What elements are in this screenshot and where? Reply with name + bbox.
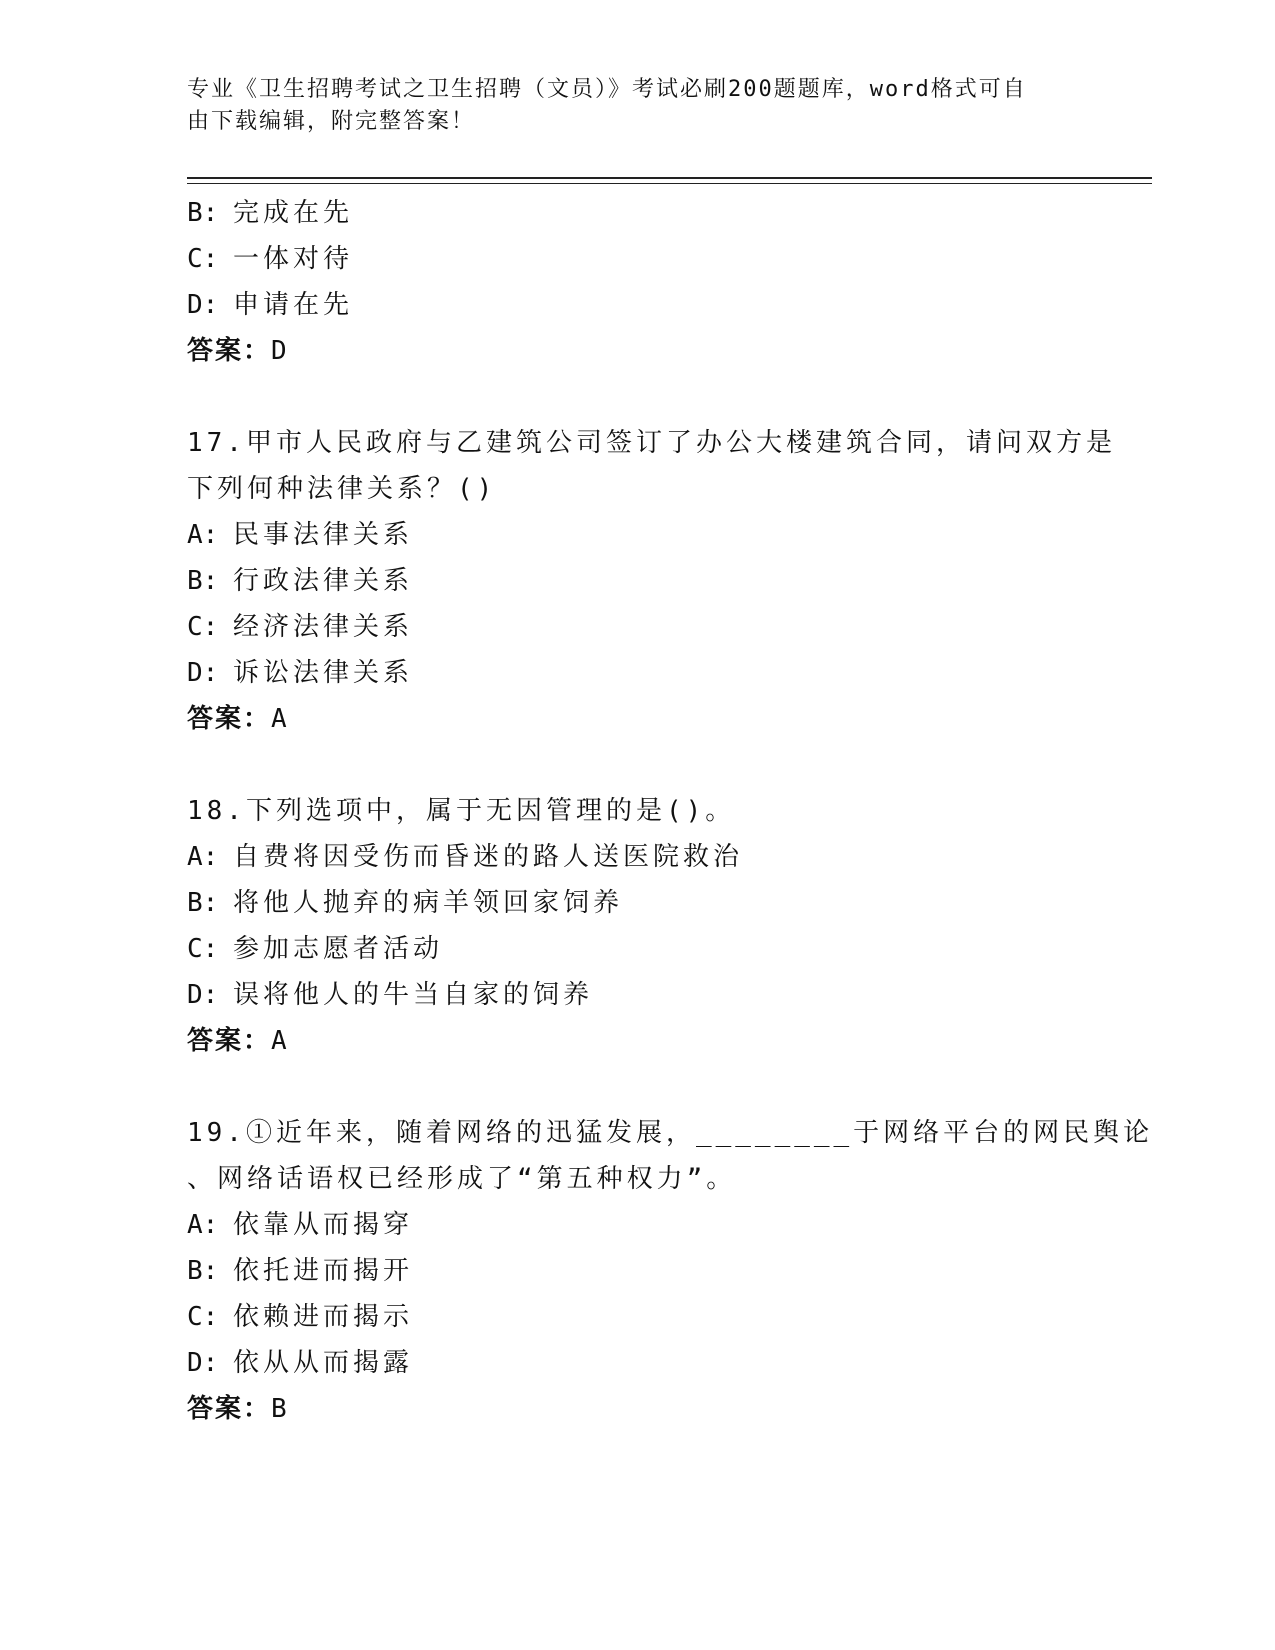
answer-label: 答案： (187, 1026, 272, 1056)
option-text: 参加志愿者活动 (233, 934, 444, 964)
option-key: C: (187, 1302, 219, 1332)
option-text: 一体对待 (233, 244, 354, 274)
spacer (187, 742, 1147, 788)
option-row (187, 1248, 1147, 1294)
option-text: 依靠从而揭穿 (233, 1210, 414, 1240)
document-body (187, 190, 1154, 1432)
option-key: C: (187, 612, 219, 642)
option-row (187, 650, 1147, 696)
option-row (187, 604, 1147, 650)
option-row (187, 972, 1147, 1018)
answer-label: 答案： (187, 704, 272, 734)
question-stem-line-1: 18.下列选项中，属于无因管理的是()。 (187, 796, 736, 826)
question-block-17 (187, 420, 1147, 742)
question-stem-line-2: 、网络话语权已经形成了“第五种权力”。 (187, 1164, 737, 1194)
header-divider-thin (187, 183, 1152, 184)
answer-label: 答案： (187, 1394, 272, 1424)
option-key: A: (187, 1210, 219, 1240)
option-text: 民事法律关系 (233, 520, 414, 550)
answer-row (187, 1018, 1147, 1064)
option-key: D: (187, 658, 219, 688)
option-key: C: (187, 244, 219, 274)
header-line-1: 专业《卫生招聘考试之卫生招聘（文员）》考试必刷200题题库，word格式可自 (187, 77, 1027, 102)
option-key: C: (187, 934, 219, 964)
option-row (187, 880, 1147, 926)
answer-value: A (271, 704, 287, 734)
option-text: 自费将因受伤而昏迷的路人送医院救治 (233, 842, 744, 872)
answer-row (187, 1386, 1147, 1432)
option-key: B: (187, 198, 219, 228)
question-block-18 (187, 788, 1147, 1064)
option-row (187, 236, 1147, 282)
answer-value: B (271, 1394, 287, 1424)
question-block-16 (187, 190, 1147, 374)
question-stem-line-2: 下列何种法律关系？() (187, 474, 497, 504)
option-key: A: (187, 520, 219, 550)
option-text: 依从从而揭露 (233, 1348, 414, 1378)
option-text: 误将他人的牛当自家的饲养 (233, 980, 594, 1010)
question-stem-line-1: 17.甲市人民政府与乙建筑公司签订了办公大楼建筑合同，请问双方是 (187, 428, 1116, 458)
answer-label: 答案： (187, 336, 272, 366)
document-header (187, 74, 1067, 138)
option-key: D: (187, 1348, 219, 1378)
option-row (187, 558, 1147, 604)
option-text: 将他人抛弃的病羊领回家饲养 (233, 888, 624, 918)
question-stem-line-1: 19.①近年来，随着网络的迅猛发展，________于网络平台的网民舆论 (187, 1118, 1154, 1148)
answer-value: D (271, 336, 287, 366)
option-text: 申请在先 (233, 290, 354, 320)
spacer (187, 374, 1147, 420)
option-key: D: (187, 290, 219, 320)
option-row (187, 190, 1147, 236)
option-text: 行政法律关系 (233, 566, 414, 596)
option-row (187, 834, 1147, 880)
option-row (187, 926, 1147, 972)
option-row (187, 282, 1147, 328)
option-key: B: (187, 888, 219, 918)
option-text: 经济法律关系 (233, 612, 414, 642)
option-text: 依托进而揭开 (233, 1256, 414, 1286)
option-text: 依赖进而揭示 (233, 1302, 414, 1332)
header-divider-thick (187, 177, 1152, 179)
option-text: 完成在先 (233, 198, 354, 228)
answer-value: A (271, 1026, 287, 1056)
header-line-2: 由下载编辑，附完整答案！ (187, 109, 476, 134)
question-block-19 (187, 1110, 1154, 1432)
option-text: 诉讼法律关系 (233, 658, 414, 688)
option-key: D: (187, 980, 219, 1010)
spacer (187, 1064, 1147, 1110)
answer-row (187, 328, 1147, 374)
option-row (187, 512, 1147, 558)
answer-row (187, 696, 1147, 742)
option-row (187, 1202, 1147, 1248)
option-key: A: (187, 842, 219, 872)
option-row (187, 1340, 1147, 1386)
option-key: B: (187, 566, 219, 596)
option-key: B: (187, 1256, 219, 1286)
option-row (187, 1294, 1147, 1340)
